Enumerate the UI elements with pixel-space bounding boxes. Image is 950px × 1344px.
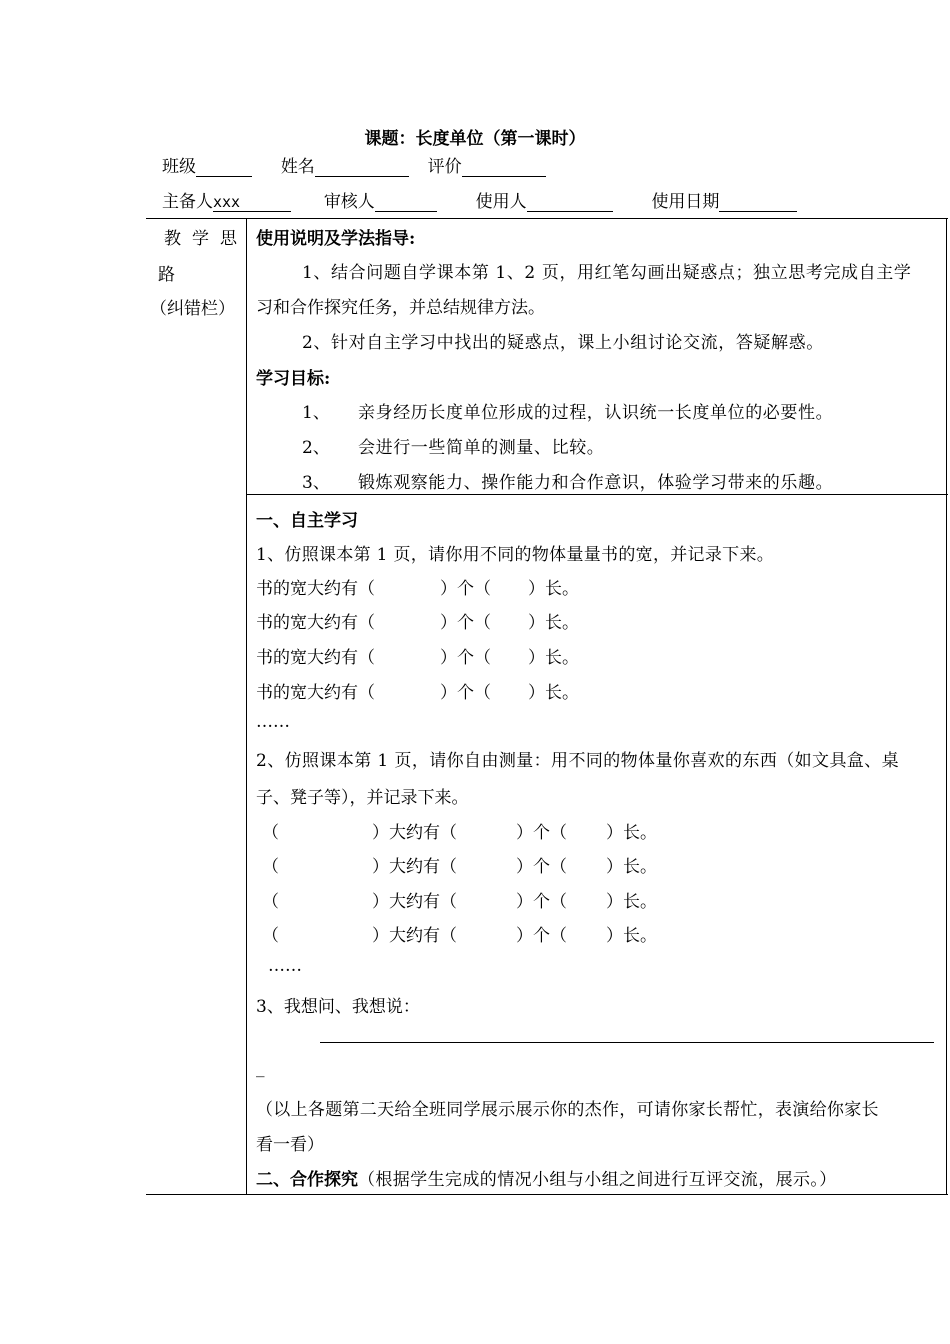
q1-ellipsis: …… — [256, 712, 290, 732]
q2-row-3-c: ）个（ — [516, 892, 567, 912]
q2-row-4-b: ）大约有（ — [372, 926, 457, 946]
q1-row-1-a: 书的宽大约有（ — [256, 579, 375, 599]
user-blank[interactable] — [527, 193, 613, 212]
eval-blank[interactable] — [462, 158, 546, 177]
q2-row-2-d: ）长。 — [606, 857, 657, 877]
q2-row-1-d: ）长。 — [606, 823, 657, 843]
q2-row-4-d: ）长。 — [606, 926, 657, 946]
q2-row-2-b: ）大约有（ — [372, 857, 457, 877]
guide-p2: 2、针对自主学习中找出的疑惑点，课上小组讨论交流，答疑解惑。 — [302, 333, 824, 353]
sidebar-line-3: （纠错栏） — [150, 299, 235, 319]
self-study-heading: 一、自主学习 — [256, 511, 358, 531]
q3-answer-line[interactable] — [320, 1042, 934, 1043]
goal-item-1-num: 1、 — [302, 403, 330, 423]
sidebar-line-1: 教学思 — [164, 229, 248, 249]
guide-p1-line1: 1、结合问题自学课本第 1、2 页，用红笔勾画出疑惑点；独立思考完成自主学 — [302, 263, 912, 283]
q1-row-4-c: ）长。 — [528, 683, 579, 703]
guide-heading: 使用说明及学法指导: — [256, 229, 416, 249]
q1-row-3-b: ）个（ — [440, 648, 491, 668]
coop-text: （根据学生完成的情况小组与小组之间进行互评交流，展示。） — [358, 1170, 837, 1190]
q2-row-2-a: （ — [262, 857, 279, 877]
q1-row-4-b: ）个（ — [440, 683, 491, 703]
page-title: 课题：长度单位（第一课时） — [364, 129, 586, 149]
preparer-label: 主备人 — [162, 192, 213, 212]
q2-ellipsis: …… — [268, 956, 302, 976]
q2-row-3-b: ）大约有（ — [372, 892, 457, 912]
goal-item-2-text: 会进行一些简单的测量、比较。 — [358, 438, 605, 458]
table-bottom-border — [146, 1194, 948, 1195]
q2-row-3-a: （ — [262, 892, 279, 912]
goal-item-3-text: 锻炼观察能力、操作能力和合作意识，体验学习带来的乐趣。 — [358, 473, 834, 493]
q2-row-4-a: （ — [262, 926, 279, 946]
reviewer-label: 审核人 — [323, 192, 375, 212]
reviewer-blank[interactable] — [375, 193, 437, 212]
date-label: 使用日期 — [651, 192, 720, 212]
date-blank[interactable] — [719, 193, 797, 212]
table-right-border — [946, 218, 947, 1195]
q1-row-2-b: ）个（ — [440, 613, 491, 633]
preparer-value: xxx — [213, 193, 291, 212]
q2-line1: 2、仿照课本第 1 页，请你自由测量：用不同的物体量你喜欢的东西（如文具盒、桌 — [256, 751, 900, 771]
q2-row-1-b: ）大约有（ — [372, 823, 457, 843]
q1-row-1-c: ）长。 — [528, 579, 579, 599]
name-blank[interactable] — [315, 158, 409, 177]
q1-row-3-c: ）长。 — [528, 648, 579, 668]
q1-row-3-a: 书的宽大约有（ — [256, 648, 375, 668]
class-label: 班级 — [162, 157, 196, 177]
header-row-1 — [162, 152, 546, 177]
q1-text: 1、仿照课本第 1 页，请你用不同的物体量量书的宽，并记录下来。 — [256, 545, 775, 565]
goal-item-2-num: 2、 — [302, 438, 330, 458]
class-blank[interactable] — [196, 158, 252, 177]
q3-mark: _ — [256, 1058, 265, 1078]
goal-item-3-num: 3、 — [302, 473, 330, 493]
table-top-border — [146, 218, 948, 219]
q2-line2: 子、凳子等），并记录下来。 — [256, 788, 469, 808]
sidebar-line-2: 路 — [158, 265, 175, 285]
q2-row-3-d: ）长。 — [606, 892, 657, 912]
q1-row-4-a: 书的宽大约有（ — [256, 683, 375, 703]
note-line2: 看一看） — [256, 1135, 324, 1155]
section-divider — [246, 494, 948, 495]
q2-row-2-c: ）个（ — [516, 857, 567, 877]
coop-line — [256, 1165, 837, 1190]
guide-p1-line2: 习和合作探究任务，并总结规律方法。 — [256, 298, 545, 318]
header-row-2 — [162, 187, 797, 212]
user-label: 使用人 — [475, 192, 527, 212]
q2-row-1-a: （ — [262, 823, 279, 843]
eval-label: 评价 — [427, 157, 462, 177]
name-label: 姓名 — [280, 157, 315, 177]
column-divider — [246, 218, 247, 1195]
q2-row-1-c: ）个（ — [516, 823, 567, 843]
q1-row-1-b: ）个（ — [440, 579, 491, 599]
q1-row-2-c: ）长。 — [528, 613, 579, 633]
goal-item-1-text: 亲身经历长度单位形成的过程，认识统一长度单位的必要性。 — [358, 403, 834, 423]
q1-row-2-a: 书的宽大约有（ — [256, 613, 375, 633]
q2-row-4-c: ）个（ — [516, 926, 567, 946]
note-line1: （以上各题第二天给全班同学展示展示你的杰作，可请你家长帮忙，表演给你家长 — [256, 1100, 879, 1120]
coop-heading: 二、合作探究 — [256, 1170, 358, 1190]
goals-heading: 学习目标: — [256, 369, 331, 389]
q3-text: 3、我想问、我想说： — [256, 997, 420, 1017]
